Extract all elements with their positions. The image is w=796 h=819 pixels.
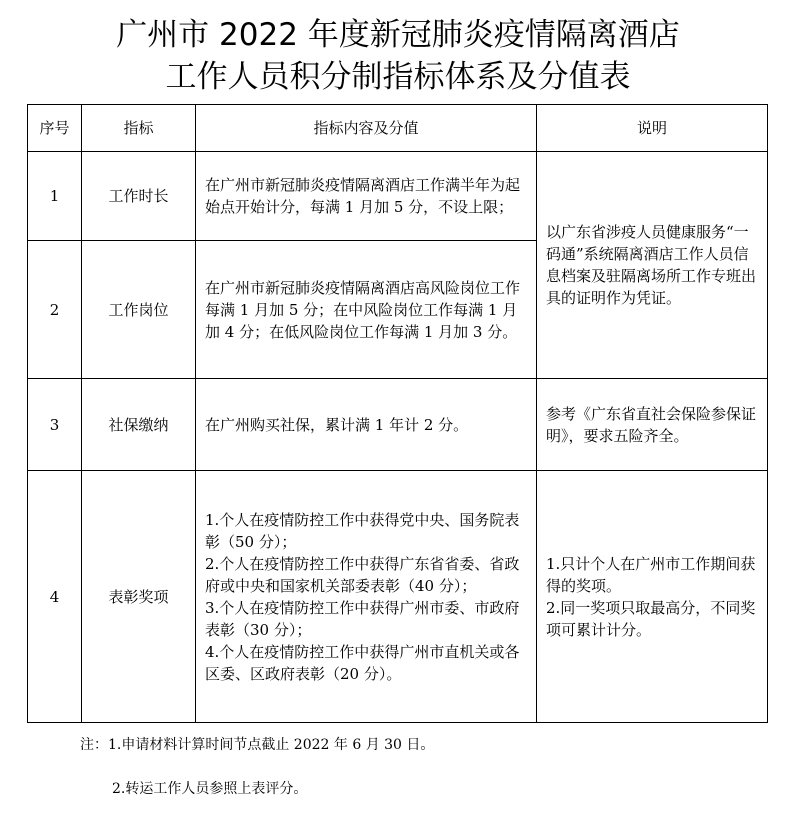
row-3-indicator: 社保缴纳: [82, 379, 196, 471]
footnote-1: 注：1.申请材料计算时间节点截止 2022 年 6 月 30 日。: [80, 737, 435, 753]
row-4-content-line-2: 2.个人在疫情防控工作中获得广东省省委、省政府或中央和国家机关部委表彰（40 分）；: [205, 554, 520, 595]
rows-1-2-explain: 以广东省涉疫人员健康服务“一码通”系统隔离酒店工作人员信息档案及驻隔离场所工作专班出具的证明作为凭证。: [537, 152, 768, 379]
footnote-2: 2.转运工作人员参照上表评分。: [112, 781, 308, 797]
table-row: [28, 471, 768, 723]
row-4-content-line-3: 3.个人在疫情防控工作中获得广州市委、市政府表彰（30 分）；: [205, 598, 520, 639]
table-row: [28, 379, 768, 471]
header-indicator: 指标: [82, 105, 196, 152]
header-explain: 说明: [537, 105, 768, 152]
row-2-content: 在广州市新冠肺炎疫情隔离酒店高风险岗位工作每满 1 月加 5 分；在中风险岗位工作每满 1 月加 4 分；在低风险岗位工作每满 1 月加 3 分。: [196, 241, 537, 379]
row-2-indicator: 工作岗位: [82, 241, 196, 379]
document-title-line-2: 工作人员积分制指标体系及分值表: [165, 59, 631, 95]
row-2-seq: 2: [28, 241, 82, 379]
document-title-line-1: 广州市 2022 年度新冠肺炎疫情隔离酒店: [116, 17, 680, 53]
table-row: [28, 152, 768, 241]
table-header-row: [28, 105, 768, 152]
row-4-explain: [537, 471, 768, 723]
row-4-explain-line-1: 1.只计个人在广州市工作期间获得的奖项。: [546, 554, 756, 595]
row-4-indicator: 表彰奖项: [82, 471, 196, 723]
row-3-seq: 3: [28, 379, 82, 471]
row-1-content: 在广州市新冠肺炎疫情隔离酒店工作满半年为起始点开始计分，每满 1 月加 5 分，不设上限；: [196, 152, 537, 241]
indicator-table: [27, 104, 768, 723]
header-content: 指标内容及分值: [196, 105, 537, 152]
row-3-content: 在广州购买社保，累计满 1 年计 2 分。: [196, 379, 537, 471]
row-1-seq: 1: [28, 152, 82, 241]
row-1-indicator: 工作时长: [82, 152, 196, 241]
row-4-content-line-4: 4.个人在疫情防控工作中获得广州市直机关或各区委、区政府表彰（20 分）。: [205, 642, 520, 683]
row-4-seq: 4: [28, 471, 82, 723]
row-4-explain-line-2: 2.同一奖项只取最高分，不同奖项可累计计分。: [546, 598, 756, 639]
header-seq: 序号: [28, 105, 82, 152]
row-4-content-line-1: 1.个人在疫情防控工作中获得党中央、国务院表彰（50 分）；: [205, 510, 520, 551]
row-4-content: [196, 471, 537, 723]
row-3-explain: 参考《广东省直社会保险参保证明》，要求五险齐全。: [537, 379, 768, 471]
